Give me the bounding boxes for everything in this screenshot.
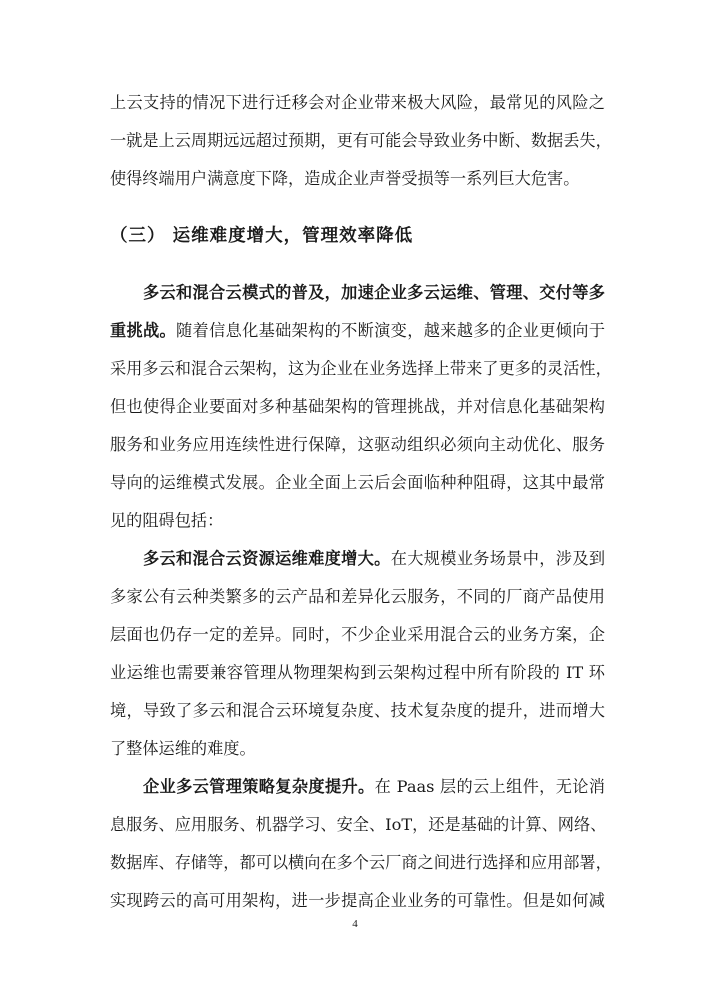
paragraph-text: 在 Paas 层的云上组件，无论消 [374,777,605,796]
paragraph-2 [110,274,612,540]
page-number: 4 [352,918,358,930]
paragraph-line: 上云支持的情况下进行迁移会对企业带来极大风险，最常见的风险之 [110,93,605,112]
paragraph-line: 数据库、存储等，都可以横向在多个云厂商之间进行选择和应用部署， [110,853,612,872]
paragraph-line: 实现跨云的高可用架构，进一步提高企业业务的可靠性。但是如何减 [110,891,605,910]
paragraph-1 [110,84,612,198]
document-body [110,84,612,920]
paragraph-line [110,768,605,806]
paragraph-lead-bold: 多云和混合云模式的普及，加速企业多云运维、管理、交付等多 [143,283,605,302]
paragraph-line: 服务和业务应用连续性进行保障，这驱动组织必须向主动优化、服务 [110,435,605,454]
bold-phrase: 多云和混合云资源运维难度增大。 [143,549,391,568]
paragraph-line: 见的阻碍包括： [110,511,224,530]
paragraph-3 [110,540,605,768]
paragraph-text: 随着信息化基础架构的不断演变，越来越多的企业更倾向于 [176,321,606,340]
bold-phrase: 重挑战。 [110,321,177,340]
paragraph-line: 境，导致了多云和混合云环境复杂度、技术复杂度的提升，进而增大 [110,701,605,720]
paragraph-line [110,540,605,578]
section-heading: （三） 运维难度增大，管理效率降低 [110,226,414,246]
paragraph-4 [110,768,612,920]
paragraph-text: 在大规模业务场景中，涉及到 [390,549,606,568]
paragraph-line: 但也使得企业要面对多种基础架构的管理挑战，并对信息化基础架构 [110,397,605,416]
paragraph-line: 了整体运维的难度。 [110,739,256,758]
paragraph-line: 一就是上云周期远远超过预期，更有可能会导致业务中断、数据丢失， [110,131,612,150]
paragraph-line [110,312,605,350]
bold-phrase: 企业多云管理策略复杂度提升。 [143,777,375,796]
paragraph-line: 多家公有云种类繁多的云产品和差异化云服务，不同的厂商产品使用 [110,587,605,606]
paragraph-line: 层面也仍存一定的差异。同时，不少企业采用混合云的业务方案，企 [110,625,605,644]
paragraph-line: 息服务、应用服务、机器学习、安全、IoT，还是基础的计算、网络、 [110,815,607,834]
paragraph-line: 导向的运维模式发展。企业全面上云后会面临种种阻碍，这其中最常 [110,473,605,492]
paragraph-line: 使得终端用户满意度下降，造成企业声誉受损等一系列巨大危害。 [110,169,580,188]
paragraph-line: 业运维也需要兼容管理从物理架构到云架构过程中所有阶段的 IT 环 [110,663,605,682]
paragraph-line: 采用多云和混合云架构，这为企业在业务选择上带来了更多的灵活性， [110,359,612,378]
